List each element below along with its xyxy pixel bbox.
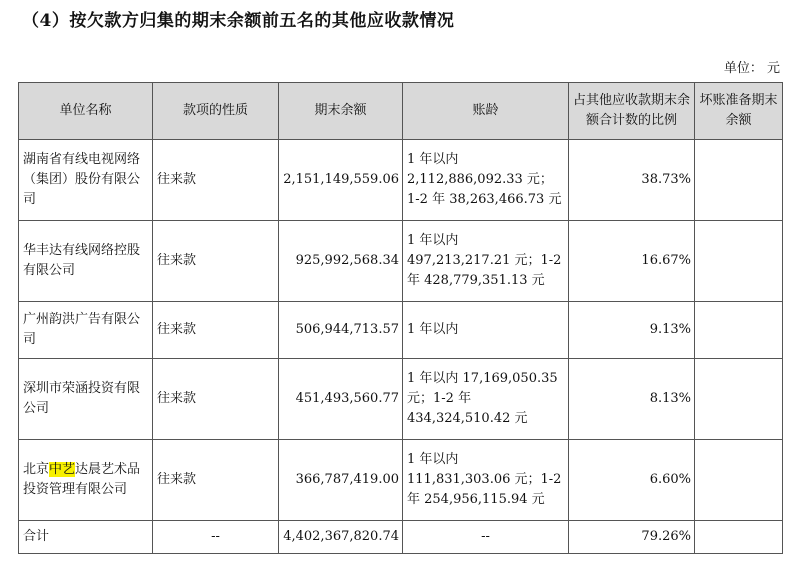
cell-ratio: 6.60% <box>569 440 695 521</box>
cell-aging: 1 年以内 111,831,303.06 元；1-2 年 254,956,115.94 元 <box>403 440 569 521</box>
table-row <box>19 440 783 521</box>
col-header-name: 单位名称 <box>19 83 153 140</box>
cell-name: 湖南省有线电视网络（集团）股份有限公司 <box>19 140 153 221</box>
highlighted-text: 中艺 <box>49 462 76 477</box>
cell-name: 华丰达有线网络控股有限公司 <box>19 221 153 302</box>
cell-provision <box>695 440 783 521</box>
cell-name: 深圳市荣涵投资有限公司 <box>19 359 153 440</box>
cell-name <box>19 440 153 521</box>
cell-aging: 1 年以内 17,169,050.35 元；1-2 年 434,324,510.42 元 <box>403 359 569 440</box>
total-type: -- <box>153 521 279 554</box>
col-header-ratio: 占其他应收款期末余额合计数的比例 <box>569 83 695 140</box>
table-row <box>19 221 783 302</box>
name-part: 北京 <box>23 462 50 477</box>
cell-provision <box>695 302 783 359</box>
cell-ratio: 8.13% <box>569 359 695 440</box>
cell-type: 往来款 <box>153 302 279 359</box>
cell-provision <box>695 221 783 302</box>
cell-provision <box>695 359 783 440</box>
cell-balance: 925,992,568.34 <box>279 221 403 302</box>
col-header-aging: 账龄 <box>403 83 569 140</box>
total-provision <box>695 521 783 554</box>
col-header-balance: 期末余额 <box>279 83 403 140</box>
table-row <box>19 359 783 440</box>
total-row <box>19 521 783 554</box>
cell-balance: 366,787,419.00 <box>279 440 403 521</box>
total-label: 合计 <box>19 521 153 554</box>
cell-ratio: 9.13% <box>569 302 695 359</box>
receivables-table <box>18 82 783 554</box>
unit-label: 单位： 元 <box>723 61 780 76</box>
cell-aging: 1 年以内 497,213,217.21 元；1-2 年 428,779,351.13 元 <box>403 221 569 302</box>
name-part: 达晨艺术品投资管理有限公司 <box>23 462 141 497</box>
cell-ratio: 16.67% <box>569 221 695 302</box>
table-row <box>19 302 783 359</box>
cell-type: 往来款 <box>153 221 279 302</box>
table-header-row <box>19 83 783 140</box>
cell-type: 往来款 <box>153 359 279 440</box>
col-header-type: 款项的性质 <box>153 83 279 140</box>
total-ratio: 79.26% <box>569 521 695 554</box>
cell-balance: 451,493,560.77 <box>279 359 403 440</box>
cell-type: 往来款 <box>153 140 279 221</box>
total-aging: -- <box>403 521 569 554</box>
cell-balance: 506,944,713.57 <box>279 302 403 359</box>
total-balance: 4,402,367,820.74 <box>279 521 403 554</box>
col-header-provision: 坏账准备期末余额 <box>695 83 783 140</box>
cell-aging: 1 年以内 <box>403 302 569 359</box>
cell-ratio: 38.73% <box>569 140 695 221</box>
section-heading: （4）按欠款方归集的期末余额前五名的其他应收款情况 <box>22 11 455 31</box>
cell-balance: 2,151,149,559.06 <box>279 140 403 221</box>
cell-name: 广州韵洪广告有限公司 <box>19 302 153 359</box>
table-row <box>19 140 783 221</box>
cell-provision <box>695 140 783 221</box>
cell-type: 往来款 <box>153 440 279 521</box>
cell-aging: 1 年以内 2,112,886,092.33 元；1-2 年 38,263,466.73 元 <box>403 140 569 221</box>
